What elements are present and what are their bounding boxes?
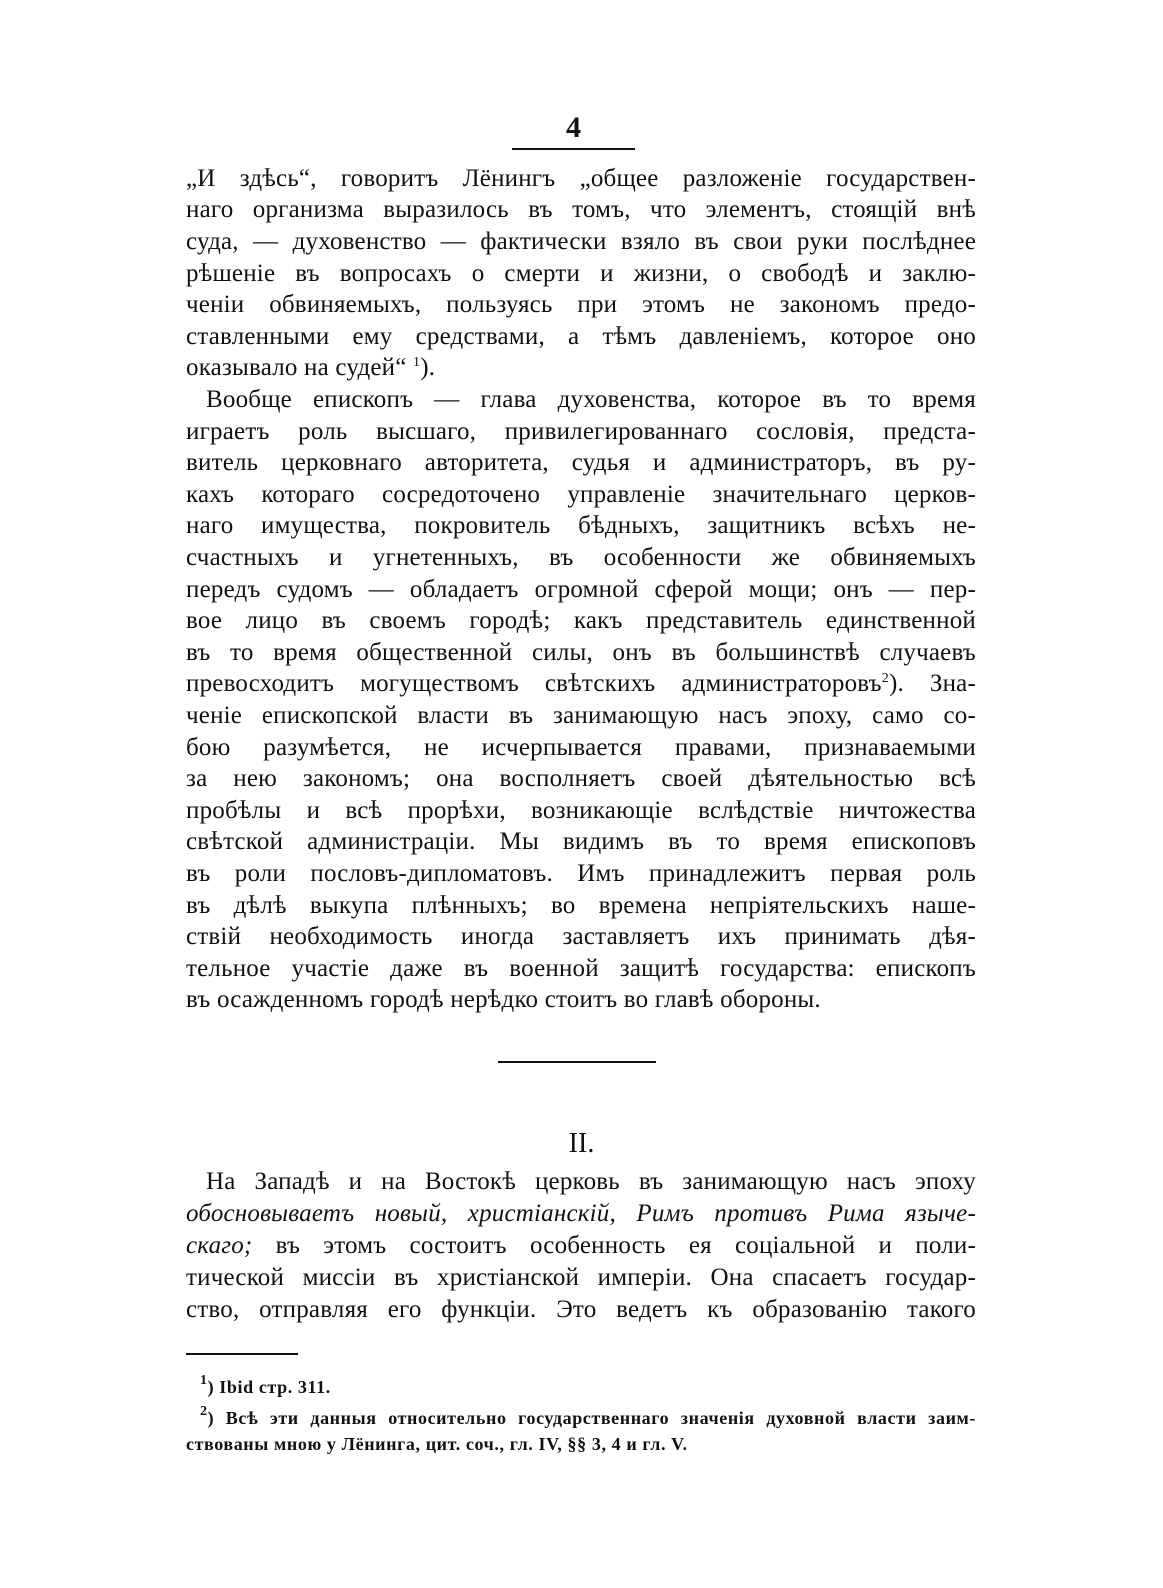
paragraph-1-line-7	[186, 352, 976, 383]
paragraph-2-line-3: витель церковнаго авторитета, судья и администраторъ, въ ру-	[186, 449, 976, 476]
paragraph-2-line-10-end: ). Зна-	[889, 670, 976, 697]
paragraph-1-line-6: ставленными ему средствами, а тѣмъ давленіемъ, которое оно	[186, 323, 976, 350]
paragraph-3-line-3-italic: скаго;	[186, 1232, 253, 1259]
paragraph-2-line-1: Вообще епископъ — глава духовенства, которое въ то время	[206, 386, 976, 413]
page-number: 4	[512, 110, 635, 150]
paragraph-1-line-2: наго организма выразилось въ томъ, что элементъ, стоящій внѣ	[186, 196, 976, 223]
paragraph-2-line-18: ствій необходимость иногда заставляетъ ихъ принимать дѣя-	[186, 923, 976, 950]
paragraph-1-line-3: суда, — духовенство — фактически взяло въ свои руки послѣднее	[186, 228, 976, 255]
footnote-1	[200, 1374, 976, 1400]
paragraph-2-line-10-text: превосходитъ могуществомъ свѣтскихъ администраторовъ	[186, 670, 882, 697]
paragraph-2-line-4: кахъ котораго сосредоточено управленіе значительнаго церков-	[186, 481, 976, 508]
paragraph-2-line-16: въ роли пословъ-дипломатовъ. Имъ принадлежитъ первая роль	[186, 860, 976, 887]
footnote-2	[200, 1405, 976, 1431]
paragraph-2-line-12: бою разумѣется, не исчерпывается правами, признаваемыми	[186, 734, 976, 761]
paragraph-2-line-19: тельное участіе даже въ военной защитѣ государства: епископъ	[186, 955, 976, 982]
paragraph-2-line-10	[186, 668, 976, 699]
paragraph-1-line-1: „И здѣсь“, говоритъ Лёнингъ „общее разложеніе государствен-	[186, 165, 976, 192]
footnote-ref-1: 1	[413, 355, 421, 370]
paragraph-3-line-3	[186, 1230, 976, 1261]
footnote-ref-2: 2	[881, 671, 889, 686]
paragraph-2-line-9: въ то время общественной силы, онъ въ большинствѣ случаевъ	[186, 639, 976, 666]
paragraph-1-line-4: рѣшеніе въ вопросахъ о смерти и жизни, о свободѣ и заклю-	[186, 260, 976, 287]
footnote-2-marker: 2	[200, 1404, 208, 1419]
section-heading: II.	[568, 1128, 595, 1159]
paragraph-2-line-13: за нею закономъ; она восполняетъ своей дѣятельностью всѣ	[186, 765, 976, 792]
footnote-2-continuation: ствованы мною у Лёнинга, цит. соч., гл. IV, §§ 3, 4 и гл. V.	[186, 1434, 688, 1454]
section-separator	[498, 1061, 656, 1063]
paragraph-1-line-7-text: оказывало на судей“	[186, 354, 414, 381]
paragraph-2-line-11: ченіе епископской власти въ занимающую насъ эпоху, само со-	[186, 702, 976, 729]
paragraph-2-line-17: въ дѣлѣ выкупа плѣнныхъ; во времена непріятельскихъ наше-	[186, 892, 976, 919]
paragraph-3-line-2-italic: обосновываетъ новый, христіанскій, Римъ противъ Рима языче-	[186, 1200, 976, 1227]
paragraph-2-line-7: передъ судомъ — обладаетъ огромной сферой мощи; онъ — пер-	[186, 576, 976, 603]
paragraph-2-line-5: наго имущества, покровитель бѣдныхъ, защитникъ всѣхъ не-	[186, 512, 976, 539]
paragraph-2-line-6: счастныхъ и угнетенныхъ, въ особенности же обвиняемыхъ	[186, 544, 976, 571]
paragraph-1-line-7-end: ).	[420, 354, 436, 381]
footnote-2-text: ) Всѣ эти данныя относительно государственнаго значенія духовной власти заим-	[207, 1408, 976, 1428]
paragraph-2-line-14: пробѣлы и всѣ прорѣхи, возникающіе вслѣдствіе ничтожества	[186, 797, 976, 824]
paragraph-3-line-5: ство, отправляя его функціи. Это ведетъ къ образованію такого	[186, 1296, 976, 1323]
paragraph-2-line-8: вое лицо въ своемъ городѣ; какъ представитель единственной	[186, 607, 976, 634]
paragraph-3-line-4: тической миссіи въ христіанской имперіи. Она спасаетъ государ-	[186, 1264, 976, 1291]
paragraph-3-line-1: На Западѣ и на Востокѣ церковь въ занимающую насъ эпоху	[206, 1168, 976, 1195]
footnote-1-text: ) Ibid стр. 311.	[207, 1377, 331, 1397]
paragraph-3-line-3-text: въ этомъ состоитъ особенность ея соціальной и поли-	[252, 1232, 976, 1259]
paragraph-2-line-2: играетъ роль высшаго, привилегированнаго сословія, предста-	[186, 418, 976, 445]
paragraph-2-line-20: въ осажденномъ городѣ нерѣдко стоитъ во главѣ обороны.	[186, 986, 821, 1013]
footnote-1-marker: 1	[200, 1373, 208, 1388]
footnote-separator	[186, 1353, 298, 1355]
paragraph-1-line-5: ченіи обвиняемыхъ, пользуясь при этомъ не закономъ предо-	[186, 291, 976, 318]
paragraph-2-line-15: свѣтской администраціи. Мы видимъ въ то время епископовъ	[186, 828, 976, 855]
paragraph-3-line-2	[186, 1198, 976, 1229]
